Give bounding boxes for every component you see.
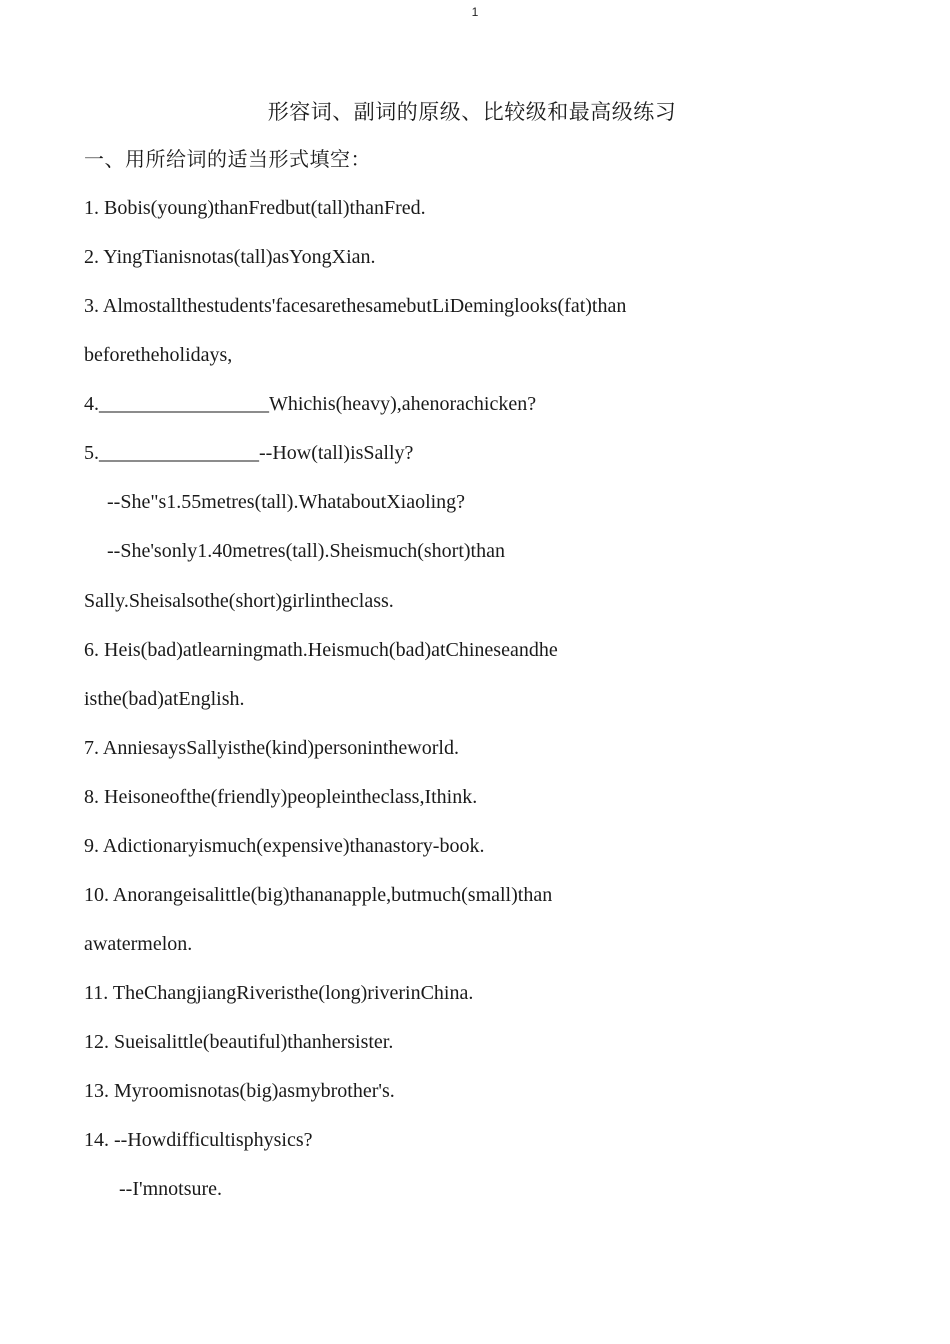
- exercise-line-8: 8. Heisoneofthe(friendly)peopleintheclass,Ithink.: [84, 786, 478, 808]
- exercise-line-6-cont: isthe(bad)atEnglish.: [84, 688, 245, 710]
- exercise-line-4: 4._________________Whichis(heavy),ahenorachicken?: [84, 393, 537, 415]
- exercise-line-5-reply-2: --She'sonly1.40metres(tall).Sheismuch(short)than: [107, 540, 505, 562]
- exercise-line-1: 1. Bobis(young)thanFredbut(tall)thanFred.: [84, 197, 426, 219]
- exercise-line-3: 3. Almostallthestudents'facesarethesamebutLiDeminglooks(fat)than: [84, 295, 627, 317]
- exercise-line-13: 13. Myroomisnotas(big)asmybrother's.: [84, 1080, 395, 1102]
- page-number: 1: [471, 5, 479, 19]
- exercise-line-12: 12. Sueisalittle(beautiful)thanhersister.: [84, 1031, 394, 1053]
- exercise-line-5: 5.________________--How(tall)isSally?: [84, 442, 414, 464]
- exercise-line-3-cont: beforetheholidays,: [84, 344, 233, 366]
- exercise-line-11: 11. TheChangjiangRiveristhe(long)riverinChina.: [84, 982, 474, 1004]
- exercise-line-5-cont: Sally.Sheisalsothe(short)girlintheclass.: [84, 590, 394, 612]
- exercise-line-14-reply: --I'mnotsure.: [119, 1178, 223, 1200]
- exercise-line-7: 7. AnniesaysSallyisthe(kind)personintheworld.: [84, 737, 459, 759]
- exercise-line-10: 10. Anorangeisalittle(big)thananapple,butmuch(small)than: [84, 884, 553, 906]
- section-heading: 一、用所给词的适当形式填空：: [84, 147, 371, 171]
- exercise-line-6: 6. Heis(bad)atlearningmath.Heismuch(bad)atChineseandhe: [84, 639, 558, 661]
- exercise-line-10-cont: awatermelon.: [84, 933, 193, 955]
- exercise-line-2: 2. YingTianisnotas(tall)asYongXian.: [84, 246, 376, 268]
- document-title: 形容词、副词的原级、比较级和最高级练习: [267, 100, 677, 124]
- exercise-line-9: 9. Adictionaryismuch(expensive)thanastory-book.: [84, 835, 485, 857]
- exercise-line-14: 14. --Howdifficultisphysics?: [84, 1129, 313, 1151]
- exercise-line-5-reply-1: --She"s1.55metres(tall).WhataboutXiaoling?: [107, 491, 466, 513]
